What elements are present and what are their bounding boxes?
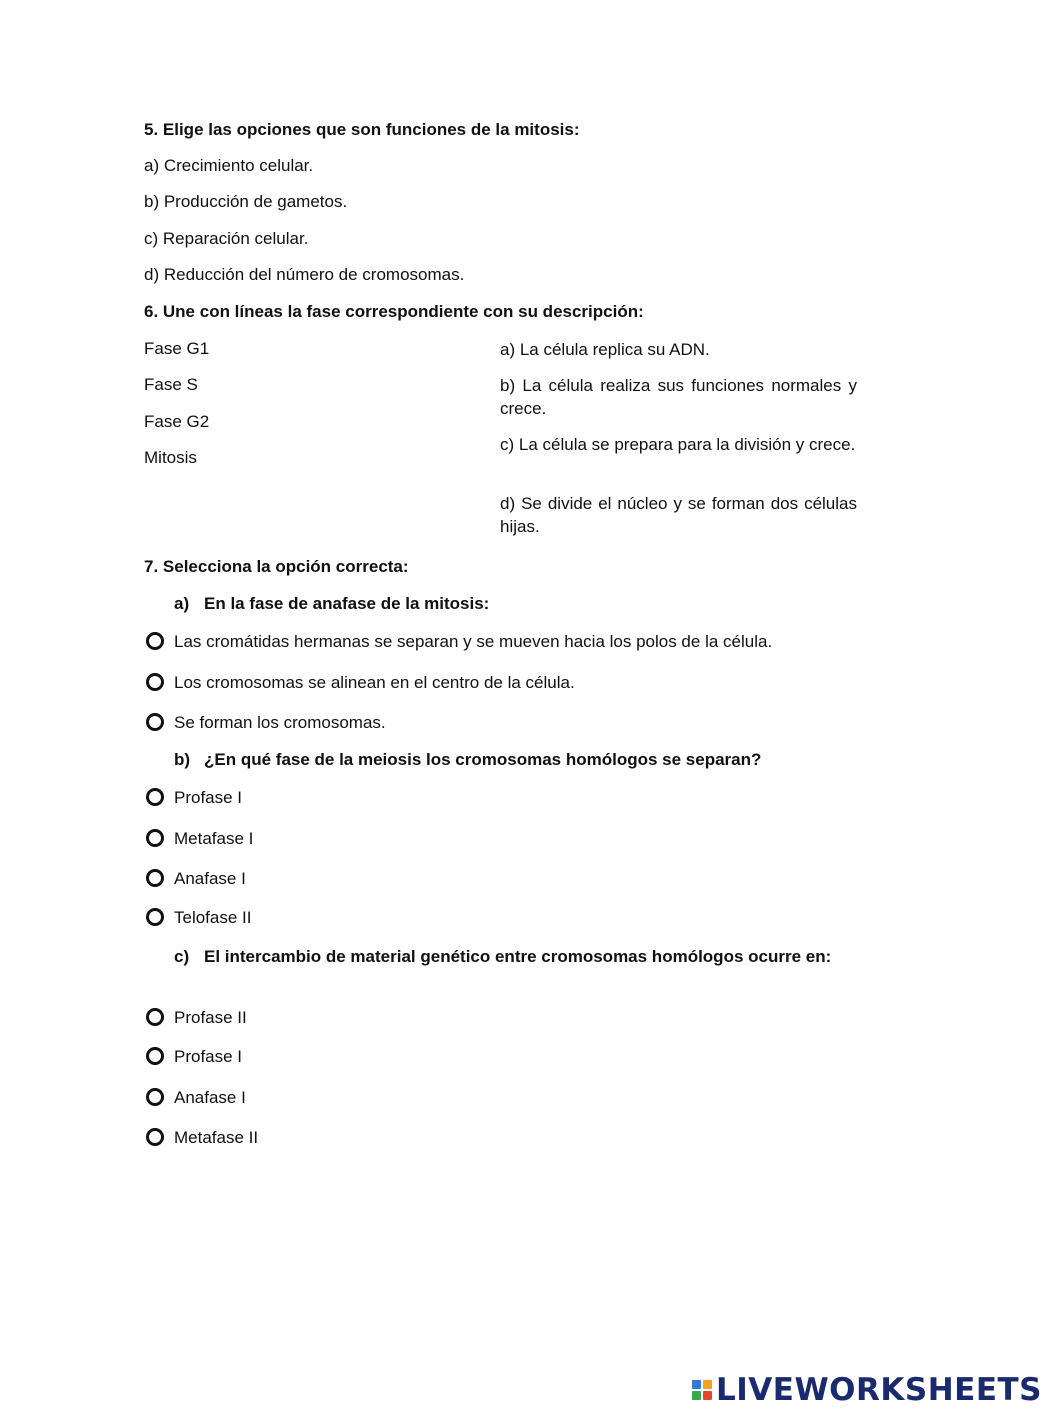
radio-icon[interactable] xyxy=(146,1047,164,1065)
radio-icon[interactable] xyxy=(146,1088,164,1106)
q7b-option-2[interactable] xyxy=(146,828,253,850)
q5-option-b: b) Producción de gametos. xyxy=(144,192,348,211)
radio-icon[interactable] xyxy=(146,713,164,731)
q6-phase-g1: Fase G1 xyxy=(144,339,210,358)
q7a-prompt xyxy=(174,592,864,615)
q7b-option-3[interactable] xyxy=(146,868,246,890)
q7c-option-3-label: Anafase I xyxy=(174,1088,246,1107)
q7b-option-4-label: Telofase II xyxy=(174,908,252,927)
q7b-option-1-label: Profase I xyxy=(174,788,243,807)
q7c-text: El intercambio de material genético entre cromosomas homólogos ocurre en: xyxy=(204,947,832,966)
q6-phase-s: Fase S xyxy=(144,375,198,394)
q7b-option-4[interactable] xyxy=(146,907,252,929)
q7b-option-1[interactable] xyxy=(146,787,242,809)
q7b-option-2-label: Metafase I xyxy=(174,829,254,848)
radio-icon[interactable] xyxy=(146,1128,164,1146)
q7a-letter: a) xyxy=(174,594,190,613)
q5-option-d: d) Reducción del número de cromosomas. xyxy=(144,265,465,284)
q7b-text: ¿En qué fase de la meiosis los cromosomas homólogos se separan? xyxy=(204,750,762,769)
radio-icon[interactable] xyxy=(146,869,164,887)
liveworksheets-logo-icon xyxy=(692,1380,712,1400)
q7c-prompt xyxy=(174,945,857,968)
q7b-prompt xyxy=(174,748,864,771)
q7c-letter: c) xyxy=(174,947,190,966)
q7a-text: En la fase de anafase de la mitosis: xyxy=(204,594,490,613)
q7a-option-1-label: Las cromátidas hermanas se separan y se mueven hacia los polos de la célula. xyxy=(174,632,773,651)
radio-icon[interactable] xyxy=(146,632,164,650)
q7c-option-4[interactable] xyxy=(146,1127,258,1149)
radio-icon[interactable] xyxy=(146,908,164,926)
q6-description-a: a) La célula replica su ADN. xyxy=(500,340,710,359)
q6-description-c: c) La célula se prepara para la división y crece. xyxy=(500,435,856,454)
liveworksheets-logo xyxy=(692,1372,1042,1408)
q6-description-b: b) La célula realiza sus funciones normales y crece. xyxy=(500,376,857,418)
radio-icon[interactable] xyxy=(146,1008,164,1026)
q7a-option-2[interactable] xyxy=(146,672,575,694)
q6-description-d: d) Se divide el núcleo y se forman dos células hijas. xyxy=(500,494,857,536)
q5-option-c: c) Reparación celular. xyxy=(144,229,309,248)
q7b-option-3-label: Anafase I xyxy=(174,869,246,888)
radio-icon[interactable] xyxy=(146,788,164,806)
q7b-letter: b) xyxy=(174,750,191,769)
q7c-option-2[interactable] xyxy=(146,1046,242,1068)
q7c-option-3[interactable] xyxy=(146,1087,246,1109)
q6-phase-g2: Fase G2 xyxy=(144,412,210,431)
radio-icon[interactable] xyxy=(146,829,164,847)
question-6-title: 6. Une con líneas la fase correspondiente con su descripción: xyxy=(144,302,644,321)
radio-icon[interactable] xyxy=(146,673,164,691)
q5-option-a: a) Crecimiento celular. xyxy=(144,156,314,175)
q7a-option-3[interactable] xyxy=(146,712,386,734)
question-7-title: 7. Selecciona la opción correcta: xyxy=(144,557,409,576)
q7c-option-1-label: Profase II xyxy=(174,1008,247,1027)
q7c-option-2-label: Profase I xyxy=(174,1047,243,1066)
q7c-option-1[interactable] xyxy=(146,1007,247,1029)
question-5-title: 5. Elige las opciones que son funciones de la mitosis: xyxy=(144,120,580,139)
q7a-option-1[interactable] xyxy=(146,631,772,653)
brand-name: LIVEWORKSHEETS xyxy=(716,1372,1042,1408)
q7c-option-4-label: Metafase II xyxy=(174,1128,259,1147)
q7a-option-3-label: Se forman los cromosomas. xyxy=(174,713,386,732)
q7a-option-2-label: Los cromosomas se alinean en el centro de la célula. xyxy=(174,673,575,692)
q6-phase-mitosis: Mitosis xyxy=(144,448,197,467)
